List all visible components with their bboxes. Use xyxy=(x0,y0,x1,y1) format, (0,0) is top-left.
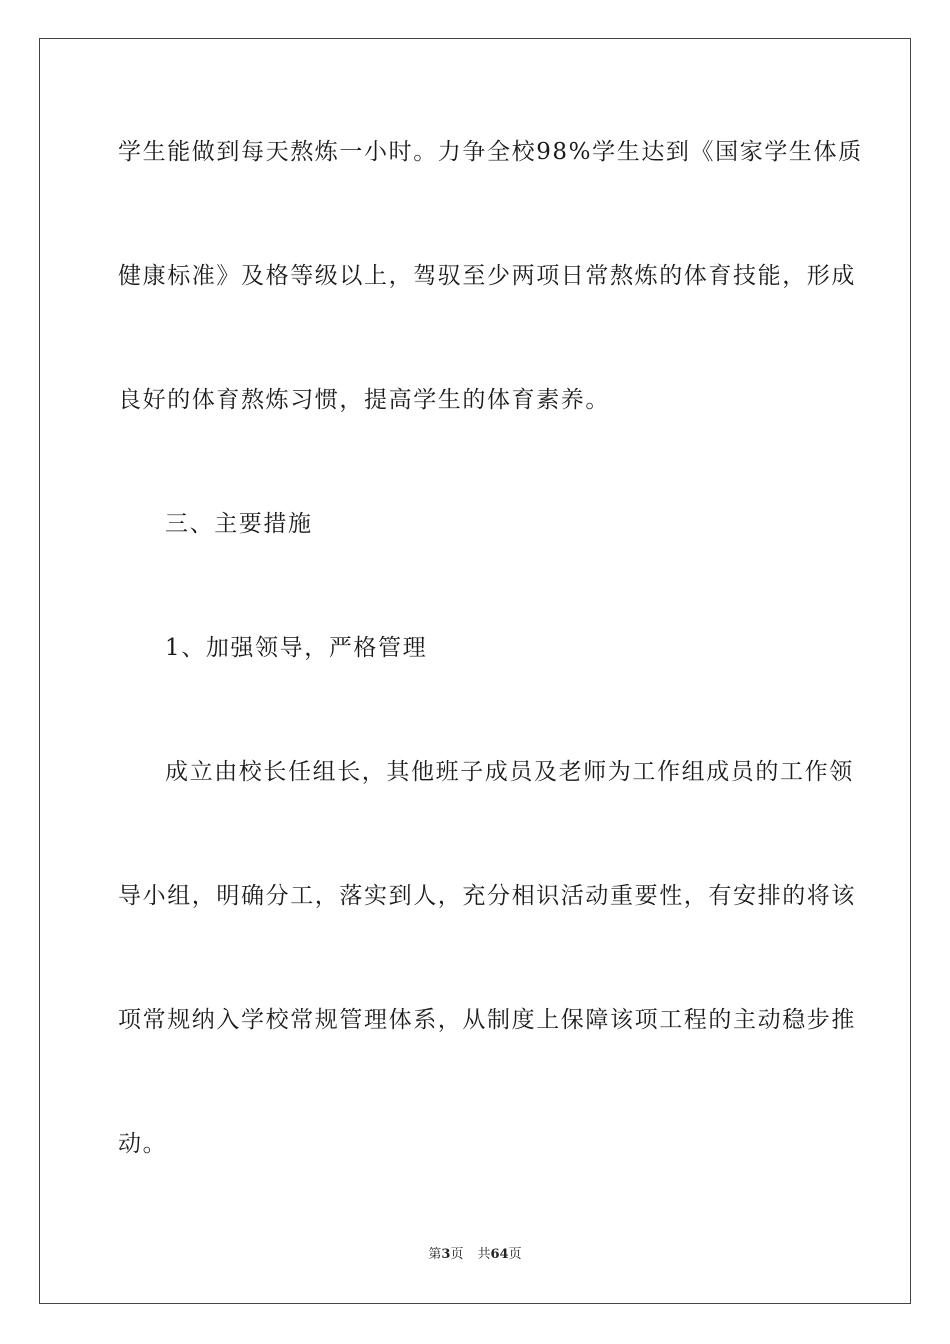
section-heading: 三、主要措施 xyxy=(165,511,313,537)
page-border xyxy=(39,38,911,1304)
page-number: 3 xyxy=(441,1247,451,1262)
body-line-3: 良好的体育熬炼习惯，提高学生的体育素养。 xyxy=(118,387,610,413)
body-line-7: 导小组，明确分工，落实到人，充分相识活动重要性，有安排的将该 xyxy=(118,883,856,909)
total-suffix: 页 xyxy=(508,1247,522,1262)
total-pages: 64 xyxy=(490,1247,509,1262)
page-prefix: 第 xyxy=(428,1247,442,1262)
body-line-8: 项常规纳入学校常规管理体系，从制度上保障该项工程的主动稳步推 xyxy=(118,1007,856,1033)
total-prefix: 共 xyxy=(477,1247,491,1262)
body-line-1: 学生能做到每天熬炼一小时。力争全校98%学生达到《国家学生体质 xyxy=(118,139,863,165)
page-footer xyxy=(0,1246,950,1264)
page-suffix: 页 xyxy=(450,1247,464,1262)
body-line-2: 健康标准》及格等级以上，驾驭至少两项日常熬炼的体育技能，形成 xyxy=(118,263,856,289)
body-line-9: 动。 xyxy=(118,1131,168,1157)
subsection-heading: 1、加强领导，严格管理 xyxy=(165,635,428,661)
body-line-6: 成立由校长任组长，其他班子成员及老师为工作组成员的工作领 xyxy=(165,759,854,785)
